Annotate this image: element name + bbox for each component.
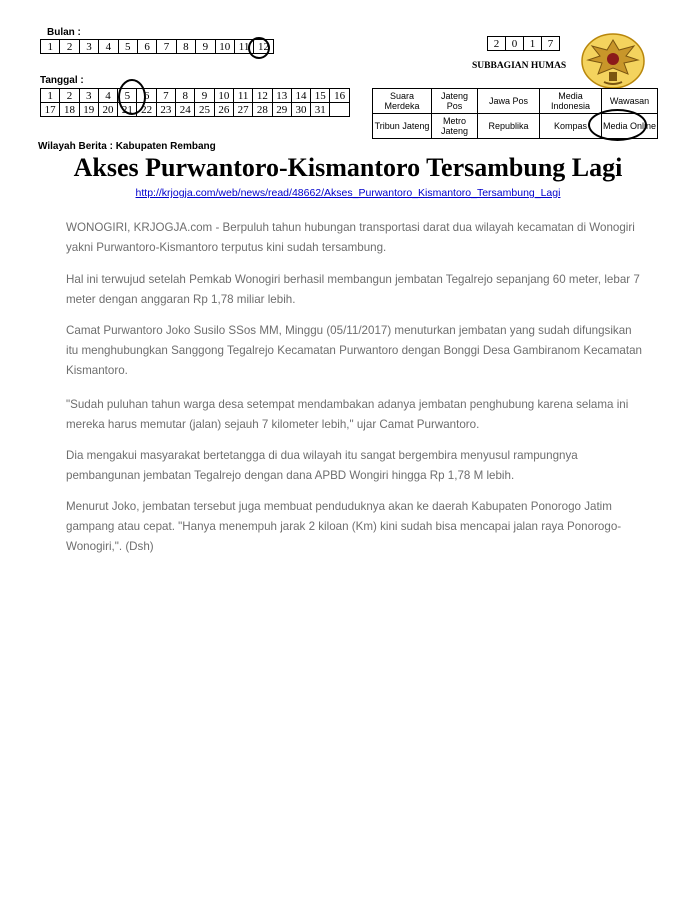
date-cell: 1 [41,89,60,103]
date-cell: 23 [156,103,175,117]
article-paragraph: Dia mengakui masyarakat bertetangga di dua wilayah itu sangat bergembira menyusul rampungnya pembangunan jembatan Tegalrejo dengan dana APBD Wongiri hingga Rp 1,78 M lebih. [66,449,578,482]
media-cell: Media Online [602,114,658,139]
month-cell: 4 [99,40,118,54]
date-grid [40,88,350,117]
month-cell: 10 [215,40,234,54]
date-cell: 5 [118,89,137,103]
date-cell: 2 [60,89,79,103]
date-cell: 26 [214,103,233,117]
article-paragraph: Hal ini terwujud setelah Pemkab Wonogiri berhasil membangun jembatan Tegalrejo sepanjang 60 meter, lebar 7 meter dengan anggaran Rp 1,78 miliar lebih. [66,273,640,306]
media-cell: Tribun Jateng [373,114,432,139]
date-cell: 30 [291,103,310,117]
date-cell: 25 [195,103,214,117]
media-selection-circle [588,109,647,141]
date-cell: 31 [311,103,330,117]
year-grid [487,36,560,51]
date-cell: 20 [98,103,117,117]
date-cell: 29 [272,103,291,117]
article-paragraph: "Sudah puluhan tahun warga desa setempat mendambakan adanya jembatan penghubung karena selama ini mereka harus memutar (jalan) sejauh 7 kilometer lebih," ujar Camat Purwantoro. [66,398,629,431]
tanggal-label: Tanggal : [40,75,84,86]
media-cell: Jateng Pos [432,89,478,114]
garuda-logo [580,32,646,90]
article-title: Akses Purwantoro-Kismantoro Tersambung Lagi [73,153,623,182]
date-cell: 17 [41,103,60,117]
date-cell: 22 [137,103,156,117]
media-cell: Media Indonesia [540,89,602,114]
date-selection-circle [118,79,146,115]
year-digit: 7 [542,37,560,51]
bulan-label: Bulan : [47,27,81,38]
date-cell: 15 [311,89,330,103]
year-digit: 0 [506,37,524,51]
month-cell: 11 [234,40,253,54]
date-cell: 18 [60,103,79,117]
month-cell: 3 [79,40,98,54]
date-cell: 28 [253,103,272,117]
year-digit: 2 [488,37,506,51]
month-cell: 9 [196,40,215,54]
humas-label: SUBBAGIAN HUMAS [472,61,567,71]
article-paragraph: Menurut Joko, jembatan tersebut juga membuat penduduknya akan ke daerah Kabupaten Ponorogo Jatim gampang atau cepat. "Hanya menempuh jarak 2 kiloan (Km) kini sudah bisa mencapai jalan raya Ponorogo-Wonogiri,". (Dsh) [66,500,622,553]
month-cell: 12 [254,40,273,54]
date-cell: 27 [233,103,252,117]
month-cell: 2 [60,40,79,54]
date-cell: 4 [98,89,117,103]
year-digit: 1 [524,37,542,51]
date-cell: 12 [253,89,272,103]
media-cell: Metro Jateng [432,114,478,139]
media-cell: Kompas [540,114,602,139]
date-cell [330,103,349,117]
article-paragraph: Camat Purwantoro Joko Susilo SSos MM, Minggu (05/11/2017) menuturkan jembatan yang sudah difungsikan itu menghubungkan Sanggong Tegalrejo Kecamatan Purwantoro dengan Bonggi Desa Gambiranom Kecamatan Kismantoro. [66,324,642,377]
month-grid [40,39,274,54]
media-cell: Republika [478,114,540,139]
date-cell: 11 [233,89,252,103]
article-paragraph: WONOGIRI, KRJOGJA.com - Berpuluh tahun hubungan transportasi darat dua wilayah kecamatan di Wonogiri yakni Purwantoro-Kismantoro terputus kini sudah tersambung. [66,221,635,254]
date-cell: 8 [176,89,195,103]
media-cell: Wawasan [602,89,658,114]
month-cell: 6 [137,40,156,54]
date-cell: 6 [137,89,156,103]
wilayah-label: Wilayah Berita : Kabupaten Rembang [38,141,216,152]
date-cell: 9 [195,89,214,103]
media-cell: Jawa Pos [478,89,540,114]
article-url[interactable]: http://krjogja.com/web/news/read/48662/Akses_Purwantoro_Kismantoro_Tersambung_Lagi [135,187,561,199]
month-selection-circle [248,37,270,59]
date-cell: 3 [79,89,98,103]
month-cell: 5 [118,40,137,54]
date-cell: 7 [156,89,175,103]
month-cell: 7 [157,40,176,54]
date-cell: 21 [118,103,137,117]
media-cell: Suara Merdeka [373,89,432,114]
date-cell: 14 [291,89,310,103]
date-cell: 19 [79,103,98,117]
date-cell: 24 [176,103,195,117]
date-cell: 13 [272,89,291,103]
date-cell: 16 [330,89,349,103]
date-cell: 10 [214,89,233,103]
month-cell: 8 [176,40,195,54]
month-cell: 1 [41,40,60,54]
